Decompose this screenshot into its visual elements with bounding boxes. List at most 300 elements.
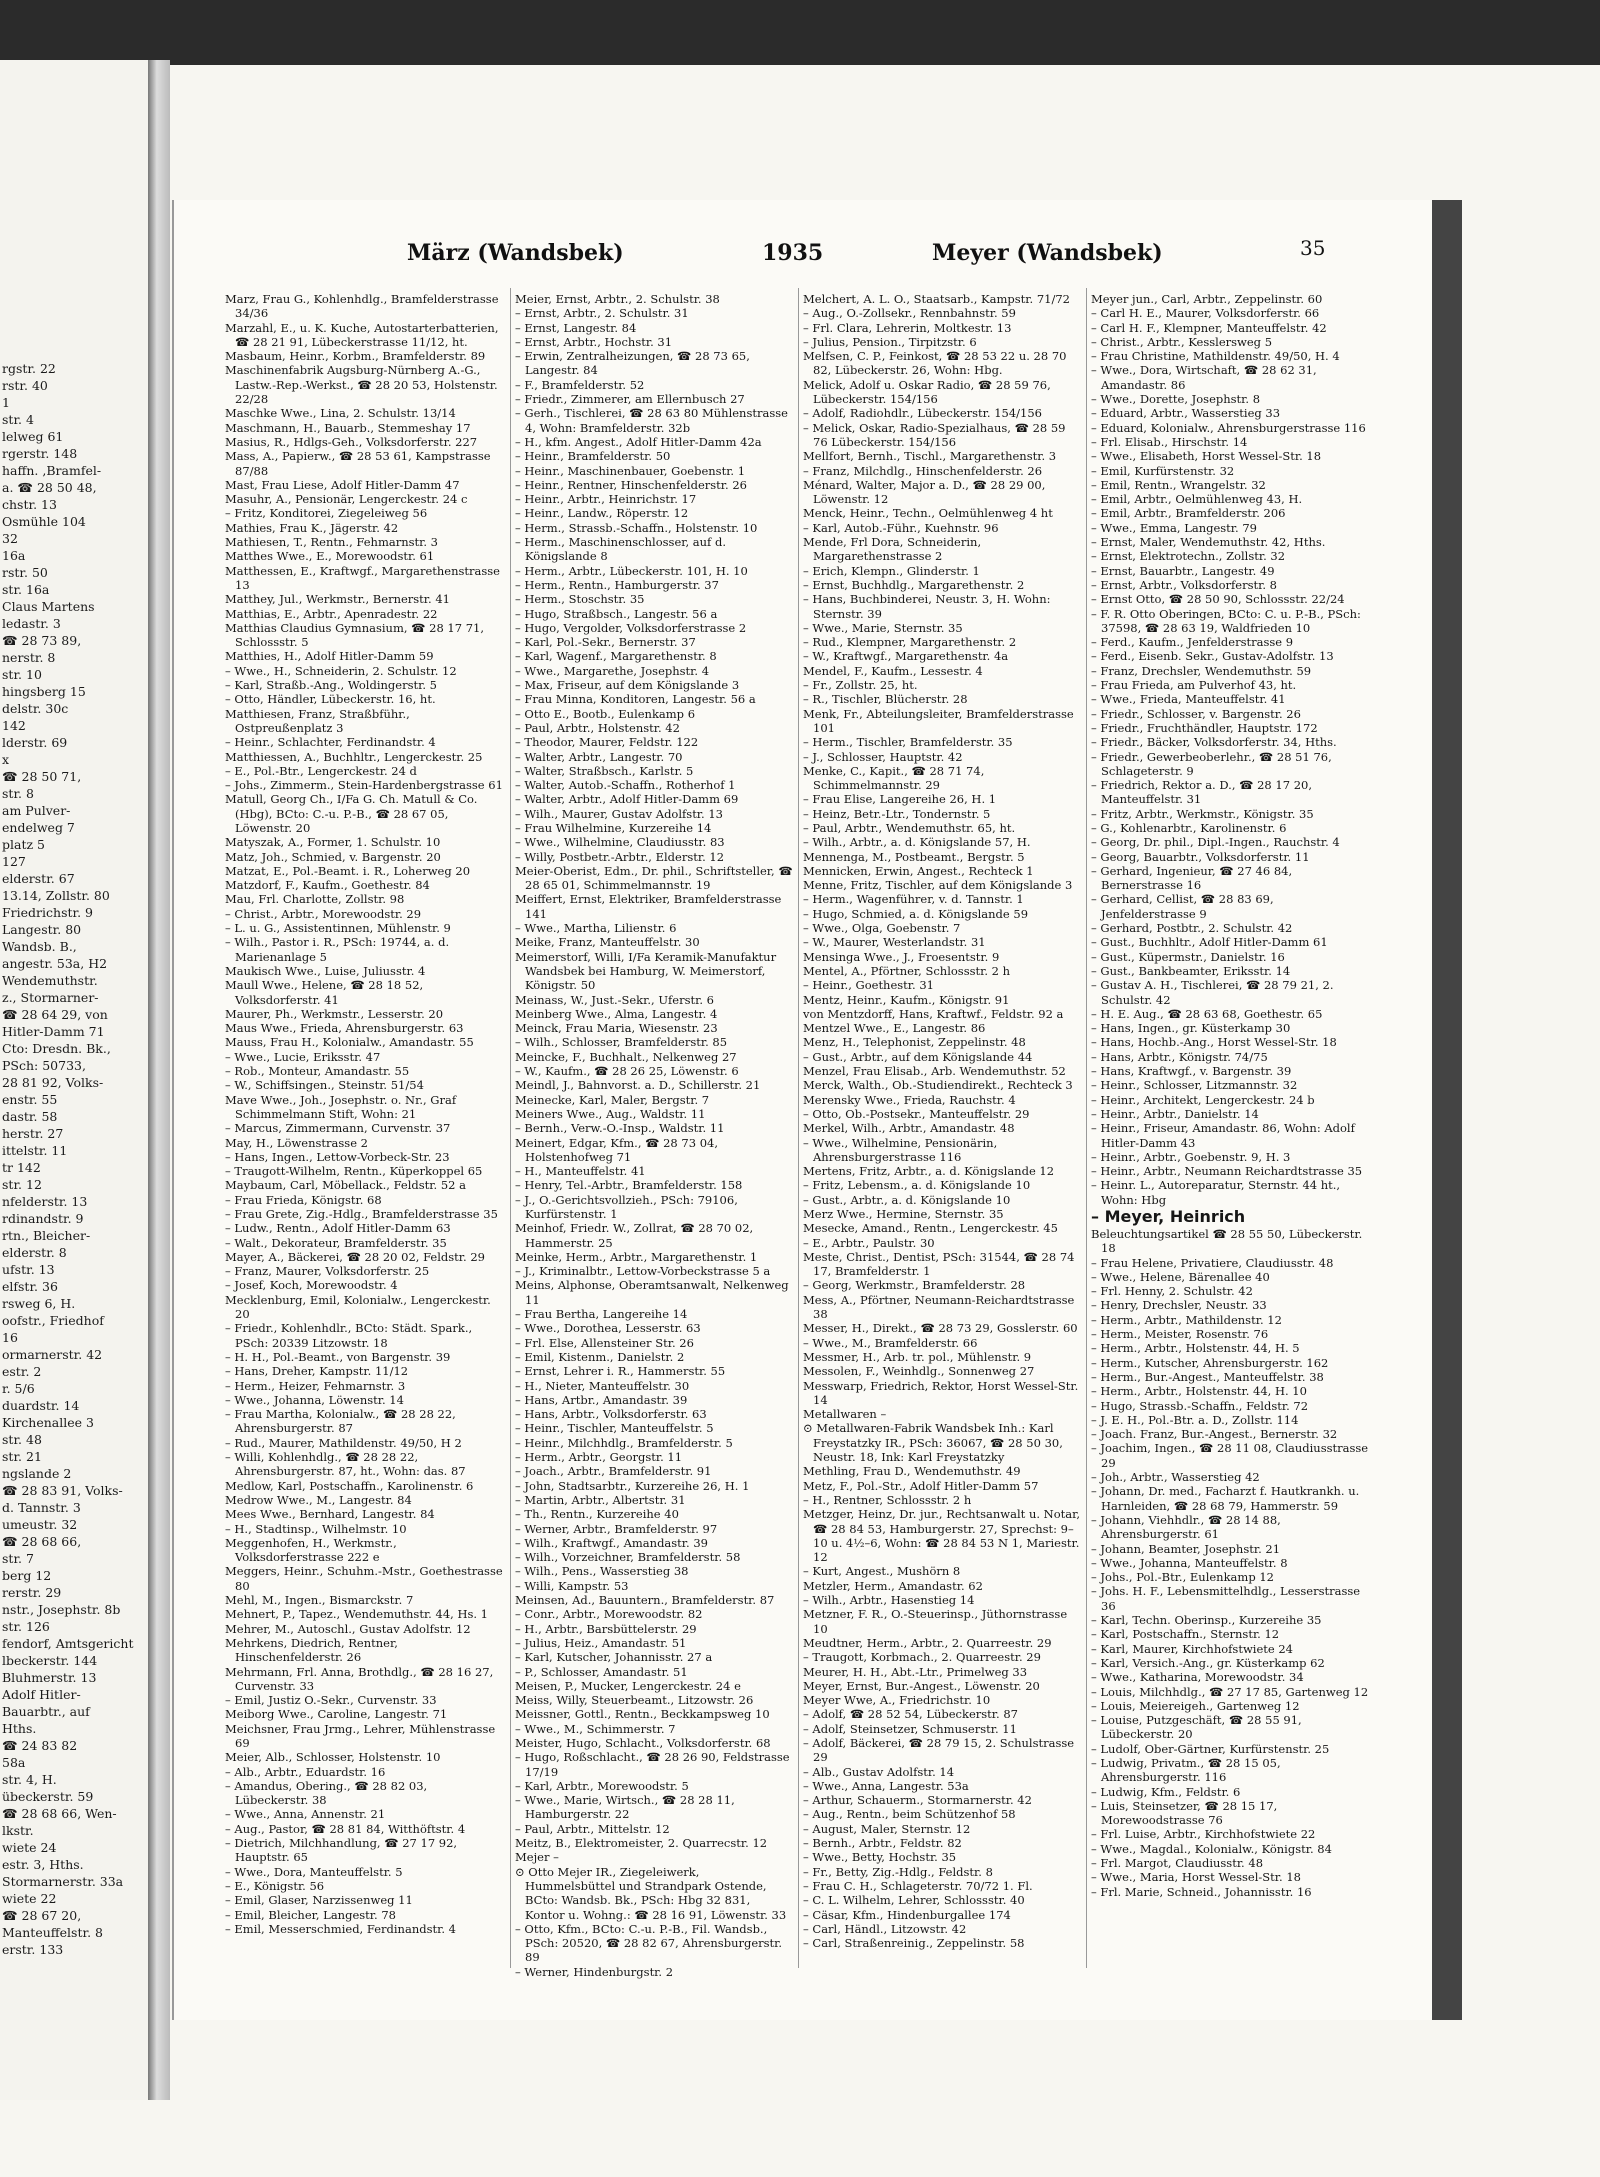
margin-fragment: str. 126 (2, 1619, 50, 1634)
directory-entry: Meyer, Ernst, Bur.-Angest., Löwenstr. 20 (803, 1678, 1040, 1693)
margin-fragment: angestr. 53a, H2 (2, 956, 108, 971)
directory-entry: – Louis, Meiereigeh., Gartenweg 12 (1091, 1698, 1300, 1713)
directory-entry: Mesecke, Amand., Rentn., Lengerckestr. 45 (803, 1221, 1058, 1236)
directory-entry: – Ernst, Maler, Wendemuthstr. 42, Hths. (1091, 535, 1326, 550)
margin-fragment: delstr. 30c (2, 701, 69, 716)
directory-entry: Meier, Alb., Schlosser, Holstenstr. 10 (225, 1750, 441, 1765)
directory-entry: – W., Maurer, Westerlandstr. 31 (803, 935, 986, 950)
directory-entry: – Hugo, Roßschlacht., ☎ 28 26 90, Feldstrasse 17/19 (515, 1750, 790, 1779)
directory-entry: Meike, Franz, Manteuffelstr. 30 (515, 935, 700, 950)
directory-entry: – Hans, Arbtr., Volksdorferstr. 63 (515, 1407, 707, 1422)
directory-entry: Meste, Christ., Dentist, PSch: 31544, ☎ 28 74 17, Bramfelderstr. 1 (803, 1249, 1075, 1279)
directory-entry: – Ludw., Rentn., Adolf Hitler-Damm 63 (225, 1221, 451, 1236)
margin-fragment: str. 21 (2, 1449, 42, 1464)
directory-entry: – Wwe., Marie, Sternstr. 35 (803, 620, 963, 635)
directory-entry: Marz, Frau G., Kohlenhdlg., Bramfelderstrasse 34/36 (225, 292, 499, 321)
directory-entry: – Otto, Händler, Lübeckerstr. 16, ht. (225, 692, 436, 707)
directory-entry: – Johs. H. F., Lebensmittelhdlg., Lesserstrasse 36 (1091, 1584, 1361, 1613)
directory-entry: Mehrkens, Diedrich, Rentner, Hinschenfelderstr. 26 (225, 1635, 398, 1665)
directory-entry: Mathies, Frau K., Jägerstr. 42 (225, 520, 399, 535)
directory-entry: – Gust., Buchhltr., Adolf Hitler-Damm 61 (1091, 935, 1328, 950)
margin-fragment: 16 (2, 1330, 18, 1345)
directory-entry: Meimerstorf, Willi, I/Fa Keramik-Manufaktur Wandsbek bei Hamburg, W. Meimerstorf, Königstr. 50 (515, 949, 777, 993)
directory-entry: Matzat, E., Pol.-Beamt. i. R., Loherweg 20 (225, 863, 471, 878)
directory-entry: – Wwe., H., Schneiderin, 2. Schulstr. 12 (225, 663, 457, 678)
directory-entry: – Karl, Arbtr., Morewoodstr. 5 (515, 1778, 689, 1793)
directory-entry: – Frau Grete, Zig.-Hdlg., Bramfelderstrasse 35 (225, 1207, 498, 1221)
directory-entry: – Heinr., Arbtr., Danielstr. 14 (1091, 1106, 1259, 1121)
directory-entry: – Louise, Putzgeschäft, ☎ 28 55 91, Lübeckerstr. 20 (1091, 1713, 1302, 1742)
directory-entry: – Adolf, Radiohdlr., Lübeckerstr. 154/156 (803, 406, 1042, 421)
right-edge-shadow (1432, 200, 1462, 2020)
directory-entry: – Hans, Artbr., Amandastr. 39 (515, 1392, 688, 1407)
directory-entry: – Wwe., Wilhelmine, Claudiusstr. 83 (515, 835, 725, 850)
margin-fragment: Cto: Dresdn. Bk., (2, 1041, 111, 1056)
margin-fragment: r. 5/6 (2, 1381, 35, 1396)
directory-entry: – Frl. Else, Allensteiner Str. 26 (515, 1335, 694, 1350)
directory-entry: – Wwe., M., Bramfelderstr. 66 (803, 1335, 978, 1350)
directory-entry: – Friedrich, Rektor a. D., ☎ 28 17 20, Manteuffelstr. 31 (1091, 778, 1312, 807)
directory-entry: Mejer – (515, 1850, 559, 1865)
directory-entry: – Friedr., Bäcker, Volksdorferstr. 34, Hths. (1091, 735, 1337, 750)
directory-entry: – Fr., Betty, Zig.-Hdlg., Feldstr. 8 (803, 1864, 993, 1879)
directory-entry: Meins, Alphonse, Oberamtsanwalt, Nelkenweg 11 (515, 1278, 789, 1307)
margin-fragment: ☎ 28 67 20, (2, 1908, 82, 1923)
margin-fragment: ☎ 28 68 66, (2, 1534, 82, 1549)
directory-entry: – Herm., Stoschstr. 35 (515, 592, 645, 607)
directory-entry: Mayer, A., Bäckerei, ☎ 28 20 02, Feldstr. 29 (225, 1249, 485, 1264)
margin-fragment: ☎ 28 50 71, (2, 769, 82, 784)
directory-entry: Meinecke, Karl, Maler, Bergstr. 7 (515, 1092, 710, 1107)
directory-entry: – Herm., Bur.-Angest., Manteuffelstr. 38 (1091, 1369, 1324, 1384)
directory-entry: – Heinr., Bramfelderstr. 50 (515, 449, 671, 464)
directory-entry: – Gust., Arbtr., auf dem Königslande 44 (803, 1049, 1033, 1064)
directory-entry: Mentz, Heinr., Kaufm., Königstr. 91 (803, 992, 1010, 1007)
directory-entry: – Heinr., Milchhdlg., Bramfelderstr. 5 (515, 1435, 733, 1450)
directory-entry: – Karl, Wagenf., Margarethenstr. 8 (515, 649, 717, 664)
directory-entry: – J., O.-Gerichtsvollzieh., PSch: 79106, Kurfürstenstr. 1 (515, 1192, 738, 1221)
margin-fragment: rdinandstr. 9 (2, 1211, 84, 1226)
directory-entry: Meggenhofen, H., Werkmstr., Volksdorferstrasse 222 e (225, 1535, 397, 1565)
header-left-title: März (Wandsbek) (407, 240, 624, 266)
directory-entry: – Julius, Heiz., Amandastr. 51 (515, 1635, 687, 1650)
directory-entry: von Mentzdorff, Hans, Kraftwf., Feldstr. 92 a (803, 1006, 1064, 1021)
directory-entry: – Emil, Glaser, Narzissenweg 11 (225, 1893, 413, 1908)
directory-column-1 (225, 292, 503, 1936)
margin-fragment: ☎ 28 83 91, Volks- (2, 1483, 123, 1498)
directory-entry: – Kurt, Angest., Mushörn 8 (803, 1564, 961, 1579)
directory-entry: Mehrmann, Frl. Anna, Brothdlg., ☎ 28 16 27, Curvenstr. 33 (225, 1664, 494, 1693)
directory-entry: – Heinr., Architekt, Lengerckestr. 24 b (1091, 1092, 1315, 1107)
margin-fragment: rtn., Bleicher- (2, 1228, 91, 1243)
directory-entry: Mehl, M., Ingen., Bismarckstr. 7 (225, 1593, 414, 1608)
margin-fragment: nfelderstr. 13 (2, 1194, 88, 1209)
directory-entry: Maschmann, H., Bauarb., Stemmeshay 17 (225, 420, 471, 435)
margin-fragment: dastr. 58 (2, 1109, 58, 1124)
directory-entry: – Heinr., Schlosser, Litzmannstr. 32 (1091, 1078, 1298, 1093)
directory-entry: – Martin, Arbtr., Albertstr. 31 (515, 1492, 686, 1507)
directory-entry: – Otto, Ob.-Postsekr., Manteuffelstr. 29 (803, 1106, 1030, 1121)
directory-entry: – Hans, Buchbinderei, Neustr. 3, H. Wohn: Sternstr. 39 (803, 592, 1051, 621)
directory-entry: – Wilh., Pens., Wasserstieg 38 (515, 1564, 689, 1579)
directory-entry: – Wwe., Emma, Langestr. 79 (1091, 520, 1257, 535)
directory-entry: Maybaum, Carl, Möbellack., Feldstr. 52 a (225, 1178, 466, 1193)
directory-entry: – Emil, Bleicher, Langestr. 78 (225, 1907, 396, 1922)
directory-entry: – H. E. Aug., ☎ 28 63 68, Goethestr. 65 (1091, 1006, 1323, 1021)
directory-entry: Maurer, Ph., Werkmstr., Lesserstr. 20 (225, 1006, 444, 1021)
directory-entry: – H., Arbtr., Barsbüttelerstr. 29 (515, 1621, 697, 1636)
directory-entry: – Herm., Heizer, Fehmarnstr. 3 (225, 1378, 406, 1393)
margin-fragment: Osmühle 104 (2, 514, 86, 529)
directory-entry: – Johann, Dr. med., Facharzt f. Hautkrankh. u. Harnleiden, ☎ 28 68 79, Hammerstr. 59 (1091, 1484, 1360, 1513)
directory-entry: Meier-Oberist, Edm., Dr. phil., Schriftsteller, ☎ 28 65 01, Schimmelmannstr. 19 (515, 863, 793, 893)
directory-entry: – Julius, Pension., Tirpitzstr. 6 (803, 334, 977, 349)
directory-entry: – Aug., O.-Zollsekr., Rennbahnstr. 59 (803, 306, 1016, 321)
directory-entry: – Bernh., Arbtr., Feldstr. 82 (803, 1836, 962, 1851)
directory-entry: – Wilh., Pastor i. R., PSch: 19744, a. d. Marienanlage 5 (225, 935, 450, 964)
directory-entry: Mast, Frau Liese, Adolf Hitler-Damm 47 (225, 477, 460, 492)
directory-entry: – Ernst, Bauarbtr., Langestr. 49 (1091, 563, 1275, 578)
directory-entry: – Wwe., Maria, Horst Wessel-Str. 18 (1091, 1870, 1301, 1885)
directory-entry: – Karl, Postschaffn., Sternstr. 12 (1091, 1627, 1280, 1642)
directory-entry: – Heinr., Arbtr., Goebenstr. 9, H. 3 (1091, 1149, 1291, 1164)
directory-entry: Matthey, Jul., Werkmstr., Bernerstr. 41 (225, 592, 450, 607)
margin-fragment: a. ☎ 28 50 48, (2, 480, 97, 495)
margin-fragment: rstr. 40 (2, 378, 48, 393)
directory-entry: Meyer jun., Carl, Arbtr., Zeppelinstr. 60 (1091, 292, 1323, 306)
directory-entry: Meisen, P., Mucker, Lengerckestr. 24 e (515, 1678, 741, 1693)
margin-fragment: Wandsb. B., (2, 939, 77, 954)
directory-entry: – Rob., Monteur, Amandastr. 55 (225, 1064, 410, 1079)
directory-entry: – Ludolf, Ober-Gärtner, Kurfürstenstr. 25 (1091, 1741, 1330, 1756)
directory-entry: – Karl, Versich.-Ang., gr. Küsterkamp 62 (1091, 1655, 1325, 1670)
directory-entry: – Frl. Clara, Lehrerin, Moltkestr. 13 (803, 320, 1012, 335)
directory-entry: Messmer, H., Arb. tr. pol., Mühlenstr. 9 (803, 1349, 1032, 1364)
directory-entry: – Werner, Arbtr., Bramfelderstr. 97 (515, 1521, 718, 1536)
header-year: 1935 (762, 240, 824, 266)
margin-fragment: nerstr. 8 (2, 650, 56, 665)
margin-fragment: Adolf Hitler- (2, 1687, 81, 1702)
directory-entry: – Henry, Tel.-Arbtr., Bramfelderstr. 158 (515, 1178, 743, 1193)
directory-entry: – Frau Frieda, Königstr. 68 (225, 1192, 382, 1207)
directory-entry: Maschinenfabrik Augsburg-Nürnberg A.-G., Lastw.-Rep.-Werkst., ☎ 28 20 53, Holstenstr. 22/28 (225, 363, 498, 407)
directory-entry: – Heinr., Rentner, Hinschenfelderstr. 26 (515, 477, 747, 492)
directory-entry: – Wwe., Elisabeth, Horst Wessel-Str. 18 (1091, 449, 1322, 464)
directory-entry: Medlow, Karl, Postschaffn., Karolinenstr. 6 (225, 1478, 474, 1493)
directory-entry: – H. H., Pol.-Beamt., von Bargenstr. 39 (225, 1349, 451, 1364)
directory-entry: Meinass, W., Just.-Sekr., Uferstr. 6 (515, 992, 714, 1007)
directory-entry: – Hugo, Schmied, a. d. Königslande 59 (803, 906, 1029, 921)
margin-fragment: Kirchenallee 3 (2, 1415, 94, 1430)
directory-entry: – Wwe., Martha, Lilienstr. 6 (515, 921, 677, 936)
directory-entry: – Wwe., Dorothea, Lesserstr. 63 (515, 1321, 701, 1336)
directory-entry: – Herm., Rentn., Hamburgerstr. 37 (515, 577, 719, 592)
directory-entry: Masuhr, A., Pensionär, Lengerckestr. 24 c (225, 492, 468, 507)
directory-entry: – Emil, Rentn., Wrangelstr. 32 (1091, 477, 1266, 492)
directory-entry: Metzner, F. R., O.-Steuerinsp., Jüthornstrasse 10 (803, 1607, 1068, 1636)
directory-entry: – G., Kohlenarbtr., Karolinenstr. 6 (1091, 820, 1287, 835)
margin-fragment: Manteuffelstr. 8 (2, 1925, 103, 1940)
directory-entry: Matthias, E., Arbtr., Apenradestr. 22 (225, 606, 438, 621)
directory-entry: Meiss, Willy, Steuerbeamt., Litzowstr. 26 (515, 1693, 754, 1708)
margin-fragment: str. 8 (2, 786, 34, 801)
directory-entry: Messwarp, Friedrich, Rektor, Horst Wessel-Str. 14 (803, 1378, 1079, 1407)
left-facing-page (0, 60, 151, 2100)
margin-fragment: Hitler-Damm 71 (2, 1024, 105, 1039)
directory-entry: – Wwe., Johanna, Löwenstr. 14 (225, 1392, 404, 1407)
directory-entry: Meinck, Frau Maria, Wiesenstr. 23 (515, 1021, 718, 1036)
directory-entry: – Emil, Messerschmied, Ferdinandstr. 4 (225, 1921, 456, 1936)
column-divider (798, 288, 799, 1968)
column-divider (510, 288, 511, 1968)
directory-entry: – Frau Minna, Konditoren, Langestr. 56 a (515, 692, 756, 707)
margin-fragment: wiete 22 (2, 1891, 57, 1906)
page-header (172, 232, 1432, 266)
margin-fragment: 13.14, Zollstr. 80 (2, 888, 110, 903)
directory-entry: – Herm., Arbtr., Holstenstr. 44, H. 10 (1091, 1384, 1307, 1399)
directory-entry: Maull Wwe., Helene, ☎ 28 18 52, Volksdorferstr. 41 (225, 978, 424, 1007)
directory-entry: Matthiesen, Franz, Straßbführ., Ostpreußenplatz 3 (225, 706, 410, 735)
directory-entry: – H., Rentner, Schlossstr. 2 h (803, 1492, 972, 1507)
directory-entry: – Gust., Küpermstr., Danielstr. 16 (1091, 949, 1285, 964)
directory-entry: Mende, Frl Dora, Schneiderin, Margarethenstrasse 2 (803, 535, 982, 564)
directory-entry: – Frau Christine, Mathildenstr. 49/50, H. 4 (1091, 349, 1340, 364)
directory-entry: Meiborg Wwe., Caroline, Langestr. 71 (225, 1707, 448, 1722)
directory-entry: Metz, F., Pol.-Str., Adolf Hitler-Damm 57 (803, 1478, 1039, 1493)
directory-entry: – Hugo, Straßbsch., Langestr. 56 a (515, 606, 718, 621)
directory-entry: Mass, A., Papierw., ☎ 28 53 61, Kampstrasse 87/88 (225, 449, 491, 478)
directory-entry: Meyer Wwe, A., Friedrichstr. 10 (803, 1693, 991, 1708)
directory-entry: – Franz, Milchdlg., Hinschenfelderstr. 26 (803, 463, 1043, 478)
directory-entry: Mehrer, M., Autoschl., Gustav Adolfstr. 12 (225, 1621, 471, 1636)
directory-entry: – Heinr., Arbtr., Neumann Reichardtstrasse 35 (1091, 1164, 1363, 1179)
directory-entry: – Herm., Strassb.-Schaffn., Holstenstr. 10 (515, 520, 758, 535)
directory-entry: – Karl, Maurer, Kirchhofstwiete 24 (1091, 1641, 1293, 1656)
directory-column-2 (515, 292, 793, 1979)
directory-entry: – Paul, Arbtr., Wendemuthstr. 65, ht. (803, 820, 1016, 835)
directory-entry: – Fritz, Konditorei, Ziegeleiweg 56 (225, 506, 428, 521)
margin-fragment: estr. 3, Hths. (2, 1857, 84, 1872)
directory-entry: Metzler, Herm., Amandastr. 62 (803, 1578, 983, 1593)
directory-entry: – Emil, Kurfürstenstr. 32 (1091, 463, 1235, 478)
directory-entry: Mees Wwe., Bernhard, Langestr. 84 (225, 1507, 435, 1522)
directory-entry: – Gerhard, Ingenieur, ☎ 27 46 84, Bernerstrasse 16 (1091, 863, 1293, 893)
margin-fragment: lbeckerstr. 144 (2, 1653, 98, 1668)
directory-entry: Matthies, H., Adolf Hitler-Damm 59 (225, 649, 434, 664)
directory-entry: – Erwin, Zentralheizungen, ☎ 28 73 65, Langestr. 84 (515, 349, 750, 378)
directory-entry: Matthessen, E., Kraftwgf., Margarethenstrasse 13 (225, 563, 500, 592)
directory-entry: Beleuchtungsartikel ☎ 28 55 50, Lübeckerstr. 18 (1091, 1227, 1363, 1256)
margin-fragment: umeustr. 32 (2, 1517, 78, 1532)
directory-entry: Maschke Wwe., Lina, 2. Schulstr. 13/14 (225, 406, 456, 421)
directory-entry: Mauss, Frau H., Kolonialw., Amandastr. 55 (225, 1035, 474, 1050)
margin-fragment: chstr. 13 (2, 497, 57, 512)
directory-entry: – J. E. H., Pol.-Btr. a. D., Zollstr. 114 (1091, 1412, 1299, 1427)
margin-fragment: 127 (2, 854, 26, 869)
directory-entry: – Karl, Straßb.-Ang., Woldingerstr. 5 (225, 678, 437, 693)
directory-entry: Mentzel Wwe., E., Langestr. 86 (803, 1021, 986, 1036)
directory-entry: – Christ., Arbtr., Kesslersweg 5 (1091, 334, 1273, 349)
directory-entry: – Ludwig, Kfm., Feldstr. 6 (1091, 1784, 1241, 1799)
directory-entry: – August, Maler, Sternstr. 12 (803, 1821, 971, 1836)
directory-entry: – Hans, Ingen., Lettow-Vorbeck-Str. 23 (225, 1149, 450, 1164)
directory-entry: – Wilh., Vorzeichner, Bramfelderstr. 58 (515, 1550, 741, 1565)
directory-entry: ⊙ Otto Mejer IR., Ziegeleiwerk, Hummelsbüttel und Strandpark Ostende, BCto: Wandsb. Bk., PSch: Hbg 32 831, Kontor u. Wohng.: ☎ 28 16 91, Löwenstr. 33 (515, 1864, 787, 1922)
directory-entry: – Herm., Arbtr., Lübeckerstr. 101, H. 10 (515, 563, 748, 578)
directory-entry: – Theodor, Maurer, Feldstr. 122 (515, 735, 699, 750)
directory-entry: Meinhof, Friedr. W., Zollrat, ☎ 28 70 02, Hammerstr. 25 (515, 1221, 754, 1250)
directory-entry: – Adolf, Steinsetzer, Schmuserstr. 11 (803, 1721, 1017, 1736)
directory-entry: – Rud., Klempner, Margarethenstr. 2 (803, 635, 1017, 650)
directory-entry: Menke, C., Kapit., ☎ 28 71 74, Schimmelmannstr. 29 (803, 763, 985, 793)
directory-entry: – H., Nieter, Manteuffelstr. 30 (515, 1378, 690, 1393)
directory-entry: – Ernst, Arbtr., Hochstr. 31 (515, 334, 673, 349)
directory-entry: – Fritz, Arbtr., Werkmstr., Königstr. 35 (1091, 806, 1314, 821)
directory-column-4 (1091, 292, 1369, 1899)
directory-entry: – Frau Martha, Kolonialw., ☎ 28 28 22, Ahrensburgerstr. 87 (225, 1407, 456, 1436)
directory-entry: Merensky Wwe., Frieda, Rauchstr. 4 (803, 1092, 1016, 1107)
directory-entry: – Frl. Luise, Arbtr., Kirchhofstwiete 22 (1091, 1827, 1316, 1842)
margin-fragment: rsweg 6, H. (2, 1296, 76, 1311)
directory-entry: Menne, Fritz, Tischler, auf dem Königslande 3 (803, 878, 1073, 893)
directory-entry: – Herm., Arbtr., Mathildenstr. 12 (1091, 1312, 1282, 1327)
directory-entry: – J., Kriminalbtr., Lettow-Vorbeckstrasse 5 a (515, 1264, 771, 1279)
directory-entry: – Max, Friseur, auf dem Königslande 3 (515, 678, 740, 693)
directory-entry: – Emil, Arbtr., Bramfelderstr. 206 (1091, 506, 1286, 521)
directory-entry: Masius, R., Hdlgs-Geh., Volksdorferstr. 227 (225, 434, 478, 449)
directory-entry: Merz Wwe., Hermine, Sternstr. 35 (803, 1207, 1004, 1221)
directory-entry: Meinsen, Ad., Bauuntern., Bramfelderstr. 87 (515, 1593, 775, 1608)
directory-entry: – Willy, Postbetr.-Arbtr., Elderstr. 12 (515, 849, 725, 864)
directory-entry: – Ernst, Langestr. 84 (515, 320, 637, 335)
directory-entry: – Dietrich, Milchhandlung, ☎ 27 17 92, Hauptstr. 65 (225, 1836, 458, 1865)
directory-entry: – Frl. Henny, 2. Schulstr. 42 (1091, 1284, 1253, 1299)
directory-entry: – Frau Wilhelmine, Kurzereihe 14 (515, 820, 712, 835)
directory-entry: – Wwe., Dorette, Josephstr. 8 (1091, 392, 1261, 407)
directory-entry: – Aug., Pastor, ☎ 28 81 84, Witthöftstr. 4 (225, 1821, 466, 1836)
directory-entry: – W., Kaufm., ☎ 28 26 25, Löwenstr. 6 (515, 1064, 739, 1079)
directory-entry: Meurer, H. H., Abt.-Ltr., Primelweg 33 (803, 1664, 1028, 1679)
directory-entry: Meiners Wwe., Aug., Waldstr. 11 (515, 1106, 706, 1121)
directory-entry: Mau, Frl. Charlotte, Zollstr. 98 (225, 892, 405, 907)
margin-fragment: platz 5 (2, 837, 45, 852)
directory-entry: – Karl, Pol.-Sekr., Bernerstr. 37 (515, 635, 696, 650)
directory-entry: Messolen, F., Weinhdlg., Sonnenweg 27 (803, 1364, 1035, 1379)
directory-entry: – Joachim, Ingen., ☎ 28 11 08, Claudiusstrasse 29 (1091, 1441, 1369, 1470)
margin-fragment: rerstr. 29 (2, 1585, 62, 1600)
directory-entry: Mennenga, M., Postbeamt., Bergstr. 5 (803, 849, 1025, 864)
margin-fragment: str. 16a (2, 582, 50, 597)
directory-entry: – Amandus, Obering., ☎ 28 82 03, Lübeckerstr. 38 (225, 1778, 428, 1808)
directory-entry: – Gust., Arbtr., a. d. Königslande 10 (803, 1192, 1011, 1207)
directory-entry: – Carl, Händl., Litzowstr. 42 (803, 1921, 967, 1936)
directory-entry: – Wwe., Frieda, Manteuffelstr. 41 (1091, 692, 1286, 707)
directory-entry: Mess, A., Pförtner, Neumann-Reichardtstrasse 38 (803, 1292, 1075, 1322)
directory-entry: – Walter, Arbtr., Adolf Hitler-Damm 69 (515, 792, 739, 807)
directory-entry: – Wwe., Magdal., Kolonialw., Königstr. 84 (1091, 1841, 1332, 1856)
directory-entry: – Wilh., Arbtr., Hasenstieg 14 (803, 1593, 975, 1608)
directory-entry: – E., Königstr. 56 (225, 1878, 325, 1893)
margin-fragment: ☎ 28 68 66, Wen- (2, 1806, 117, 1821)
margin-fragment: lderstr. 69 (2, 735, 68, 750)
directory-entry: – L. u. G., Assistentinnen, Mühlenstr. 9 (225, 921, 451, 936)
directory-entry: – Walter, Autob.-Schaffn., Rotherhof 1 (515, 778, 736, 793)
directory-entry: – Meyer, Heinrich (1091, 1207, 1246, 1226)
directory-entry: – Wwe., Betty, Hochstr. 35 (803, 1850, 957, 1865)
margin-fragment: 28 81 92, Volks- (2, 1075, 104, 1090)
directory-entry: Matyszak, A., Former, 1. Schulstr. 10 (225, 835, 441, 850)
directory-entry: Menzel, Frau Elisab., Arb. Wendemuthstr. 52 (803, 1064, 1066, 1079)
margin-fragment: lelweg 61 (2, 429, 64, 444)
margin-fragment: str. 7 (2, 1551, 34, 1566)
directory-entry: Ménard, Walter, Major a. D., ☎ 28 29 00, Löwenstr. 12 (803, 477, 1046, 507)
margin-fragment: Langestr. 80 (2, 922, 82, 937)
margin-fragment: enstr. 55 (2, 1092, 58, 1107)
directory-entry: – Heinr., Goethestr. 31 (803, 978, 934, 993)
directory-entry: – Walter, Arbtr., Langestr. 70 (515, 749, 683, 764)
margin-fragment: tr 142 (2, 1160, 41, 1175)
directory-entry: – Wwe., Johanna, Manteuffelstr. 8 (1091, 1555, 1288, 1570)
directory-entry: – Herm., Tischler, Bramfelderstr. 35 (803, 735, 1013, 750)
directory-entry: – Georg, Werkmstr., Bramfelderstr. 28 (803, 1278, 1026, 1293)
margin-fragment: ☎ 28 73 89, (2, 633, 82, 648)
margin-fragment: 1 (2, 395, 10, 410)
margin-fragment: haffn. ,Bramfel- (2, 463, 102, 478)
directory-entry: – Hugo, Strassb.-Schaffn., Feldstr. 72 (1091, 1398, 1309, 1413)
directory-entry: Meincke, F., Buchhalt., Nelkenweg 27 (515, 1049, 737, 1064)
directory-entry: – Fr., Zollstr. 25, ht. (803, 678, 918, 693)
margin-fragment: übeckerstr. 59 (2, 1789, 94, 1804)
directory-column-3 (803, 292, 1081, 1950)
directory-entry: – Frau Frieda, am Pulverhof 43, ht. (1091, 678, 1297, 693)
directory-entry: – R., Tischler, Blücherstr. 28 (803, 692, 968, 707)
margin-fragment: ☎ 24 83 82 (2, 1738, 78, 1753)
directory-entry: – Hans, Hochb.-Ang., Horst Wessel-Str. 18 (1091, 1035, 1337, 1050)
directory-entry: – Wwe., Olga, Goebenstr. 7 (803, 921, 961, 936)
directory-entry: – Frl. Margot, Claudiusstr. 48 (1091, 1856, 1264, 1871)
directory-entry: Matzdorf, F., Kaufm., Goethestr. 84 (225, 878, 430, 893)
directory-entry: Meier, Ernst, Arbtr., 2. Schulstr. 38 (515, 292, 720, 306)
page-number: 35 (1300, 236, 1326, 260)
directory-entry: – Marcus, Zimmermann, Curvenstr. 37 (225, 1121, 451, 1136)
directory-entry: Mennicken, Erwin, Angest., Rechteck 1 (803, 863, 1034, 878)
directory-entry: – Emil, Arbtr., Oelmühlenweg 43, H. (1091, 492, 1303, 507)
margin-fragment: hingsberg 15 (2, 684, 86, 699)
directory-entry: Mellfort, Bernh., Tischl., Margarethenstr. 3 (803, 449, 1057, 464)
margin-fragment: str. 4 (2, 412, 34, 427)
directory-entry: – Gust., Bankbeamter, Eriksstr. 14 (1091, 963, 1291, 978)
directory-entry: – Wwe., Anna, Annenstr. 21 (225, 1807, 386, 1822)
directory-entry: – Paul, Arbtr., Holstenstr. 42 (515, 720, 680, 735)
margin-fragment: ledastr. 3 (2, 616, 61, 631)
margin-fragment: ufstr. 13 (2, 1262, 55, 1277)
directory-entry: – Wwe., Dora, Wirtschaft, ☎ 28 62 31, Amandastr. 86 (1091, 363, 1317, 392)
directory-entry: – Joach. Franz, Bur.-Angest., Bernerstr. 32 (1091, 1427, 1338, 1442)
directory-entry: – Eduard, Arbtr., Wasserstieg 33 (1091, 406, 1281, 421)
directory-entry: – Carl, Straßenreinig., Zeppelinstr. 58 (803, 1936, 1025, 1951)
margin-fragment: berg 12 (2, 1568, 52, 1583)
directory-entry: Mave Wwe., Joh., Josephstr. o. Nr., Graf Schimmelmann Stift, Wohn: 21 (225, 1092, 457, 1121)
directory-entry: – Johann, Viehhdlr., ☎ 28 14 88, Ahrensburgerstr. 61 (1091, 1512, 1281, 1542)
directory-entry: – Ernst, Buchhdlg., Margarethenstr. 2 (803, 577, 1025, 592)
directory-entry: – Emil, Kistenm., Danielstr. 2 (515, 1349, 685, 1364)
directory-entry: – Wilh., Arbtr., a. d. Königslande 57, H. (803, 835, 1031, 850)
directory-entry: – E., Pol.-Btr., Lengerckestr. 24 d (225, 763, 417, 778)
directory-entry: – Willi, Kohlenhdlg., ☎ 28 28 22, Ahrensburgerstr. 87, ht., Wohn: das. 87 (225, 1450, 466, 1479)
directory-entry: – Wwe., M., Schimmerstr. 7 (515, 1721, 676, 1736)
directory-entry: – Franz, Drechsler, Wendemuthstr. 59 (1091, 663, 1312, 678)
margin-fragment: Bauarbtr., auf (2, 1704, 90, 1719)
